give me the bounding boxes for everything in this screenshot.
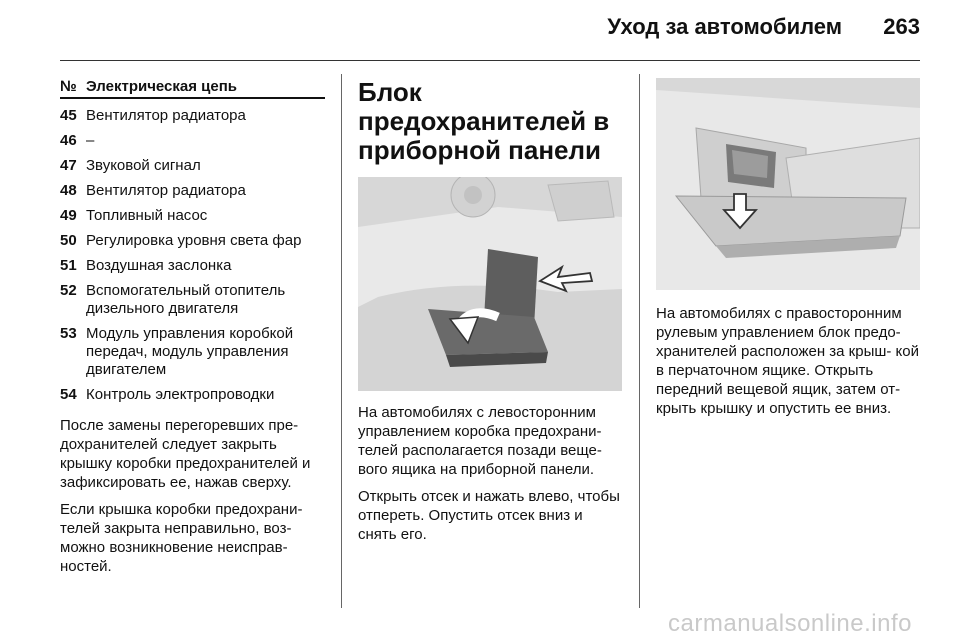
table-row (60, 325, 325, 379)
table-row (60, 207, 325, 225)
watermark: carmanualsonline.info (668, 610, 912, 637)
paragraph: Если крышка коробки предохрани- телей закрыта неправильно, воз- можно возникновение неисправ- ностей. (60, 501, 303, 575)
fuse-number: 51 (60, 257, 77, 274)
paragraph: На автомобилях с правосторонним рулевым управлением блок предо- хранителей расположен за крыш- кой в перчаточном ящике. Открыть передний вещевой ящик, затем от- крыть крышку и опустить ее вниз. (656, 305, 919, 417)
paragraph: Открыть отсек и нажать влево, чтобы отпереть. Опустить отсек вниз и снять его. (358, 488, 620, 543)
fuse-number: 49 (60, 207, 77, 224)
circuit-name: Модуль управления коробкой передач, модуль управления двигателем (86, 325, 294, 378)
table-row (60, 107, 325, 125)
rhd-fuse-box-illustration (656, 78, 920, 290)
fuse-number: 46 (60, 132, 77, 149)
circuit-name: Контроль электропроводки (86, 386, 275, 403)
fuse-number: 53 (60, 325, 77, 342)
right-column (656, 78, 922, 426)
lhd-fuse-box-illustration (358, 177, 622, 391)
circuit-name: Топливный насос (86, 207, 208, 224)
fuse-number: 52 (60, 282, 77, 299)
circuit-name: – (86, 132, 95, 149)
fuse-table-body (60, 107, 325, 404)
table-row (60, 386, 325, 404)
paragraph: На автомобилях с левосторонним управлением коробка предохрани- телей располагается позади веще- вого ящика на приборной панели. (358, 404, 602, 478)
table-row (60, 232, 325, 250)
column-divider (639, 74, 640, 608)
table-row (60, 157, 325, 175)
fuse-number: 54 (60, 386, 77, 403)
circuit-name: Вентилятор радиатора (86, 107, 246, 124)
fuse-number: 48 (60, 182, 77, 199)
fuse-number: 47 (60, 157, 77, 174)
table-row (60, 257, 325, 275)
table-row (60, 132, 325, 150)
illustration-svg (358, 177, 622, 391)
col-number-header: № (60, 78, 77, 95)
table-row (60, 282, 325, 318)
circuit-name: Воздушная заслонка (86, 257, 232, 274)
fuse-table-header (60, 78, 325, 99)
illustration-svg (656, 78, 920, 290)
left-column (60, 78, 325, 584)
page-number: 263 (883, 14, 920, 39)
circuit-name: Вспомогательный отопитель дизельного двигателя (86, 282, 286, 317)
table-row (60, 182, 325, 200)
section-heading: Блок предохранителей в приборной панели (358, 77, 610, 165)
header-rule (60, 60, 920, 61)
fuse-number: 50 (60, 232, 77, 249)
col-circuit-header: Электрическая цепь (86, 78, 238, 95)
chapter-title: Уход за автомобилем (607, 14, 842, 39)
column-divider (341, 74, 342, 608)
circuit-name: Вентилятор радиатора (86, 182, 246, 199)
circuit-name: Регулировка уровня света фар (86, 232, 302, 249)
fuse-number: 45 (60, 107, 77, 124)
middle-column (358, 78, 624, 552)
paragraph: После замены перегоревших пре- дохранителей следует закрыть крышку коробки предохранителей и зафиксировать ее, нажав сверху. (60, 417, 311, 491)
circuit-name: Звуковой сигнал (86, 157, 201, 174)
